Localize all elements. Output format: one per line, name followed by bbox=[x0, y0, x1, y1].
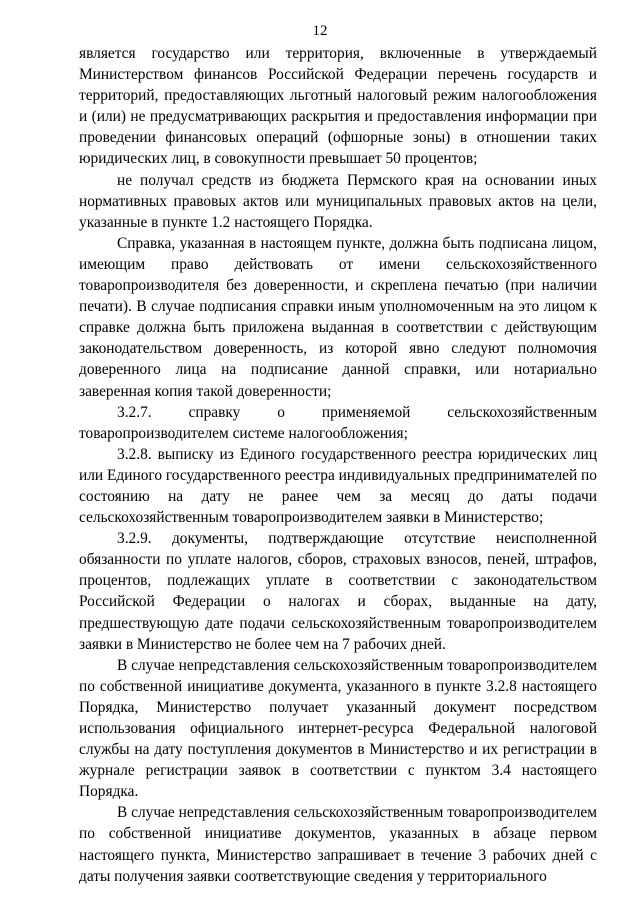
paragraph-item-3-2-8: 3.2.8. выписку из Единого государственного реестра юридических лиц или Единого государственного реестра индивидуальных предпринимателей по состоянию на дату не ранее чем за месяц до даты подачи сельскохозяйственным товаропроизводителем заявки в Министерство; bbox=[79, 445, 597, 527]
paragraph-nonsubmission-3-2-8: В случае непредставления сельскохозяйственным товаропроизводителем по собственной инициативе документа, указанного в пункте 3.2.8 настоящего Порядка, Министерство получает указанный документ посредством использования официального интернет-ресурса Федеральной налоговой службы на дату поступления документов в Министерство и их регистрации в журнале регистрации заявок в соответствии с пунктом 3.4 настоящего Порядка. bbox=[79, 656, 597, 801]
paragraph-offshore-condition: является государство или территория, включенные в утверждаемый Министерством финансов Российской Федерации перечень государств и территорий, предоставляющих льготный налоговый режим налогообложения и (или) не предусматривающих раскрытия и предоставления информации при проведении финансовых операций (офшорные зоны) в отношении таких юридических лиц, в совокупности превышает 50 процентов; bbox=[79, 45, 597, 168]
paragraph-item-3-2-7: 3.2.7. справку о применяемой сельскохозяйственным товаропроизводителем системе налогообложения; bbox=[79, 403, 597, 442]
document-body bbox=[79, 43, 597, 887]
page-number: 12 bbox=[312, 23, 328, 39]
paragraph-certificate-signature: Справка, указанная в настоящем пункте, должна быть подписана лицом, имеющим право действовать от имени сельскохозяйственного товаропроизводителя без доверенности, и скреплена печатью (при наличии печати). В случае подписания справки иным уполномоченным на это лицом к справке должна быть приложена выданная в соответствии с действующим законодательством доверенность, из которой явно следуют полномочия доверенного лица на подписание данной справки, или нотариально заверенная копия такой доверенности; bbox=[79, 234, 597, 400]
paragraph-item-3-2-9: 3.2.9. документы, подтверждающие отсутствие неисполненной обязанности по уплате налогов, сборов, страховых взносов, пеней, штрафов, процентов, подлежащих уплате в соответствии с законодательством Российской Федерации о налогах и сборах, выданные на дату, предшествующую дате подачи сельскохозяйственным товаропроизводителем заявки в Министерство не более чем на 7 рабочих дней. bbox=[79, 530, 597, 653]
paragraph-nonsubmission-documents: В случае непредставления сельскохозяйственным товаропроизводителем по собственной инициативе документов, указанных в абзаце первом настоящего пункта, Министерство запрашивает в течение 3 рабочих дней с даты получения заявки соответствующие сведения у территориального bbox=[79, 804, 597, 885]
paragraph-budget-condition: не получал средств из бюджета Пермского края на основании иных нормативных правовых актов или муниципальных правовых актов на цели, указанные в пункте 1.2 настоящего Порядка. bbox=[79, 171, 597, 231]
